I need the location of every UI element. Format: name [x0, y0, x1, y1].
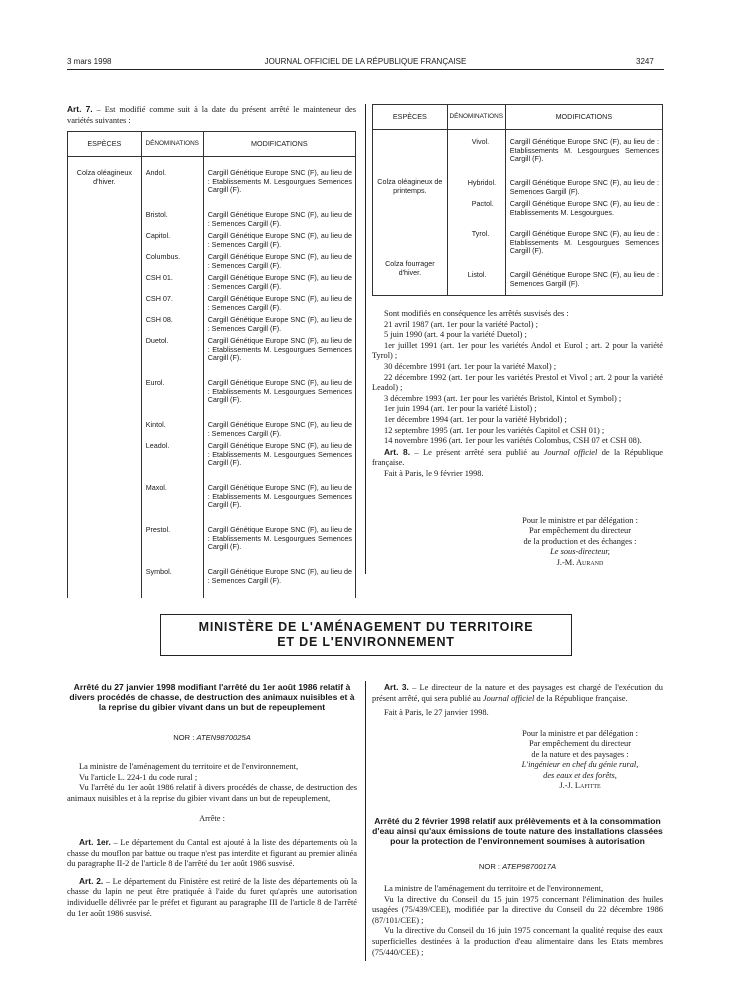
table-species-cell: Colza oléagineux d'hiver. — [68, 157, 142, 599]
variety-name: Symbol. — [145, 567, 172, 576]
species-name: Colza fourrager d'hiver. — [385, 259, 435, 277]
column-divider-top — [365, 104, 366, 574]
amendment-item: 1er décembre 1994 (art. 1er pour la variété Hybridol) ; — [384, 414, 567, 424]
amendment-item: 1er juin 1994 (art. 1er pour la variété Listol) ; — [384, 404, 537, 414]
variety-name: Tyrol. — [471, 229, 490, 238]
table-header-denominations: DÉNOMINATIONS — [141, 132, 203, 157]
modification-text: Cargill Génétique Europe SNC (F), au lieu de : Etablissements M. Lesgourgues Semences Cargill (F). — [207, 336, 352, 363]
table-mods-col — [505, 130, 662, 296]
modification-text: Cargill Génétique Europe SNC (F), au lieu de : Semences Cargill (F). — [207, 315, 352, 333]
amendment-item: 3 décembre 1993 (art. 1er pour les variétés Bristol, Kintol et Symbol) ; — [384, 393, 622, 403]
modification-text: Cargill Génétique Europe SNC (F), au lieu de : Semences Cargill (F). — [207, 420, 352, 438]
ministry-heading-line-1: MINISTÈRE DE L'AMÉNAGEMENT DU TERRITOIRE — [198, 620, 534, 634]
signatory-title: Le sous-directeur, — [550, 547, 610, 557]
variety-name: Eurol. — [145, 378, 165, 387]
amendment-item: 1er juillet 1991 (art. 1er pour les variétés Andol et Eurol ; art. 2 pour la variété Tyrol) ; — [372, 340, 663, 361]
article-7-intro: Art. 7. – Est modifié comme suit à la date du présent arrêté le mainteneur des variétés suivantes : — [67, 104, 356, 125]
varieties-table-right — [372, 104, 663, 296]
variety-name: Andol. — [145, 168, 167, 177]
signature-block-2: Pour la ministre et par délégation : Par empêchement du directeur de la nature et des paysages : L'ingénieur en chef du génie rural, des eaux et des forêts, J.-J. Lafitte — [500, 729, 660, 791]
arrete-1-nor: NOR : ATEN9870025A — [173, 733, 251, 742]
amendment-item: 5 juin 1990 (art. 4 pour la variété Duetol) ; — [384, 330, 527, 340]
variety-name: Kintol. — [145, 420, 166, 429]
modification-text: Cargill Génétique Europe SNC (F), au lieu de : Etablissements M. Lesgourgues Semences Cargill (F). — [509, 137, 659, 164]
amendments-list — [372, 309, 663, 480]
done-at-paris: Fait à Paris, le 9 février 1998. — [384, 468, 484, 478]
variety-name: Listol. — [467, 270, 487, 279]
header-page-number: 3247 — [636, 57, 654, 66]
modification-text: Cargill Génétique Europe SNC (F), au lieu de : Semences Gargill (F). — [509, 270, 659, 288]
modification-text: Cargill Génétique Europe SNC (F), au lieu de : Etablissements M. Lesgourgues Semences Cargill (F). — [207, 168, 352, 195]
arrete-1-title: Arrêté du 27 janvier 1998 modifiant l'arrêté du 1er août 1986 relatif à divers procédés de chasse, de destruction des animaux nuisibles et à la reprise du gibier vivant dans un but de repeuplement — [69, 682, 355, 712]
modification-text: Cargill Génétique Europe SNC (F), au lieu de : Etablissements M. Lesgourgues Semences Cargill (F). — [207, 378, 352, 405]
arrete-1-article-2: Art. 2. – Le département du Finistère est retiré de la liste des départements où la chasse du lapin ne peut être pratiquée à l'aide du furet qu'après une autorisation individuelle délivrée par le préfet et figurant au paragraphe III de l'article 8 de l'arrêté du 1er août 1986 susvisé. — [67, 875, 357, 918]
ministry-heading-box — [160, 614, 572, 656]
modification-text: Cargill Génétique Europe SNC (F), au lieu de : Etablissements M. Lesgourgues Semences Cargill (F). — [207, 483, 352, 510]
table-species-col — [373, 130, 448, 296]
table-header-modifications: MODIFICATIONS — [203, 132, 355, 157]
amendment-item: Sont modifiés en conséquence les arrêtés susvisés des : — [384, 309, 569, 318]
amendment-item: 30 décembre 1991 (art. 1er pour la variété Maxol) ; — [384, 361, 557, 371]
variety-name: CSH 07. — [145, 294, 173, 303]
varieties-table-left — [67, 131, 356, 598]
header-journal-title: JOURNAL OFFICIEL DE LA RÉPUBLIQUE FRANÇAISE — [264, 57, 467, 66]
variety-name: Pactol. — [471, 199, 494, 208]
column-divider-bottom — [365, 681, 366, 961]
modification-text: Cargill Génétique Europe SNC (F), au lieu de : Semences Cargill (F). — [207, 567, 352, 585]
variety-name: Hybridol. — [467, 178, 497, 187]
species-name: Colza oléagineux de printemps. — [377, 177, 443, 195]
table-mods-col — [203, 157, 355, 599]
article-7-label: Art. 7. — [67, 104, 93, 114]
variety-name: Prestol. — [145, 525, 171, 534]
signatory-name: J.-M. Aurand — [556, 557, 604, 567]
amendment-item: 21 avril 1987 (art. 1er pour la variété Pactol) ; — [384, 319, 538, 329]
signature-block-1: Pour le ministre et par délégation : Par empêchement du directeur de la production et des échanges : Le sous-directeur, J.-M. Aurand — [500, 516, 660, 568]
variety-name: CSH 08. — [145, 315, 173, 324]
header-date: 3 mars 1998 — [67, 57, 112, 66]
variety-name: Leadol. — [145, 441, 170, 450]
modification-text: Cargill Génétique Europe SNC (F), au lieu de : Etablissements M. Lesgourgues Semences Cargill (F). — [207, 525, 352, 552]
table-header-denominations: DÉNOMINATIONS — [447, 105, 505, 130]
ministry-heading-line-2: ET DE L'ENVIRONNEMENT — [277, 635, 455, 649]
table-names-col — [141, 157, 203, 599]
arrete-2-title: Arrêté du 2 février 1998 relatif aux prélèvements et à la consommation d'eau ainsi qu'aux émissions de toute nature des installations classées pour la protection de l'environnement soumises à autorisation — [372, 816, 663, 846]
arrete-1-article-1: Art. 1er. – Le département du Cantal est ajouté à la liste des départements où la chasse du mouflon par battue ou traque n'est pas interdite et figurant au premier alinéa du paragraphe II-2 de l'article 8 de l'arrêté du 1er août 1986 susvisé. — [67, 836, 357, 869]
arrete-2-nor: NOR : ATEP9870017A — [478, 862, 557, 871]
variety-name: Duetol. — [145, 336, 169, 345]
arrete-1-body: La ministre de l'aménagement du territoire et de l'environnement, Vu l'article L. 224-1 du code rural ; Vu l'arrêté du 1er août 1986 relatif à divers procédés de chasse, de destruction des animaux nuisibles et à la reprise du gibier vivant dans un but de repeuplement, Arrête : Art. 1er. – Le département du Cantal est ajouté à la liste des départements où la chasse du mouflon par battue ou traque n'est pas interdite et figurant au premier alinéa du paragraphe II-2 de l'article 8 de l'arrêté du 1er août 1986 susvisé. Art. 2. – Le département du Finistère est retiré de la liste des départements où la chasse du lapin ne peut être pratiquée à l'aide du furet qu'après une autorisation individuelle délivrée par le préfet et figurant au paragraphe III de l'article 8 de l'arrêté du 1er août 1986 susvisé. — [67, 762, 357, 918]
modification-text: Cargill Génétique Europe SNC (F), au lieu de : Semences Gargill (F). — [509, 178, 659, 196]
table-header-species: ESPÈCES — [68, 132, 142, 157]
variety-name: Columbus. — [145, 252, 181, 261]
variety-name: Capitol. — [145, 231, 171, 240]
arrete-heading: Arrête : — [199, 814, 225, 824]
modification-text: Cargill Génétique Europe SNC (F), au lieu de : Semences Cargill (F). — [207, 273, 352, 291]
table-header-modifications: MODIFICATIONS — [505, 105, 662, 130]
modification-text: Cargill Génétique Europe SNC (F), au lieu de : Etablissements M. Lesgourgues Semences Cargill (F). — [509, 229, 659, 256]
amendment-item: 12 septembre 1995 (art. 1er pour les variétés Capitol et CSH 01) ; — [384, 425, 605, 435]
modification-text: Cargill Génétique Europe SNC (F), au lieu de : Semences Cargill (F). — [207, 210, 352, 228]
modification-text: Cargill Génétique Europe SNC (F), au lieu de : Etablissements M. Lesgourgues. — [509, 199, 659, 217]
variety-name: Bristol. — [145, 210, 168, 219]
table-header-species: ESPÈCES — [373, 105, 448, 130]
variety-name: CSH 01. — [145, 273, 173, 282]
variety-name: Vivol. — [471, 137, 490, 146]
modification-text: Cargill Génétique Europe SNC (F), au lieu de : Semences Cargill (F). — [207, 252, 352, 270]
modification-text: Cargill Génétique Europe SNC (F), au lieu de : Etablissements M. Lesgourgues Semences Cargill (F). — [207, 441, 352, 468]
modification-text: Cargill Génétique Europe SNC (F), au lieu de : Semences Cargill (F). — [207, 231, 352, 249]
article-8: Art. 8. – Le présent arrêté sera publié au Journal officiel de la République française. — [372, 446, 663, 468]
amendment-item: 22 décembre 1992 (art. 1er pour les variétés Prestol et Vivol ; art. 2 pour la variété Leadol) ; — [372, 372, 663, 393]
signatory-name: J.-J. Lafitte — [559, 781, 601, 791]
modification-text: Cargill Génétique Europe SNC (F), au lieu de : Semences Cargill (F). — [207, 294, 352, 312]
amendment-item: 14 novembre 1996 (art. 1er pour les variétés Colombus, CSH 07 et CSH 08). — [384, 436, 642, 446]
arrete-2-body: La ministre de l'aménagement du territoire et de l'environnement, Vu la directive du Conseil du 15 juin 1975 concernant l'élimination des huiles usagées (75/439/CEE), modifiée par la directive du Conseil du 22 décembre 1986 (87/101/CEE) ; Vu la directive du Conseil du 16 juin 1975 concernant la qualité requise des eaux superficielles destinées à la production d'eau alimentaire dans les Etats membres (75/440/CEE) ; — [372, 884, 663, 957]
table-names-col — [447, 130, 505, 296]
header-rule — [67, 69, 664, 70]
arrete-1-article-3: Art. 3. – Le directeur de la nature et des paysages est chargé de l'exécution du présent arrêté, qui sera publié au Journal officiel de la République française. Fait à Paris, le 27 janvier 1998. — [372, 682, 663, 718]
variety-name: Maxol. — [145, 483, 167, 492]
